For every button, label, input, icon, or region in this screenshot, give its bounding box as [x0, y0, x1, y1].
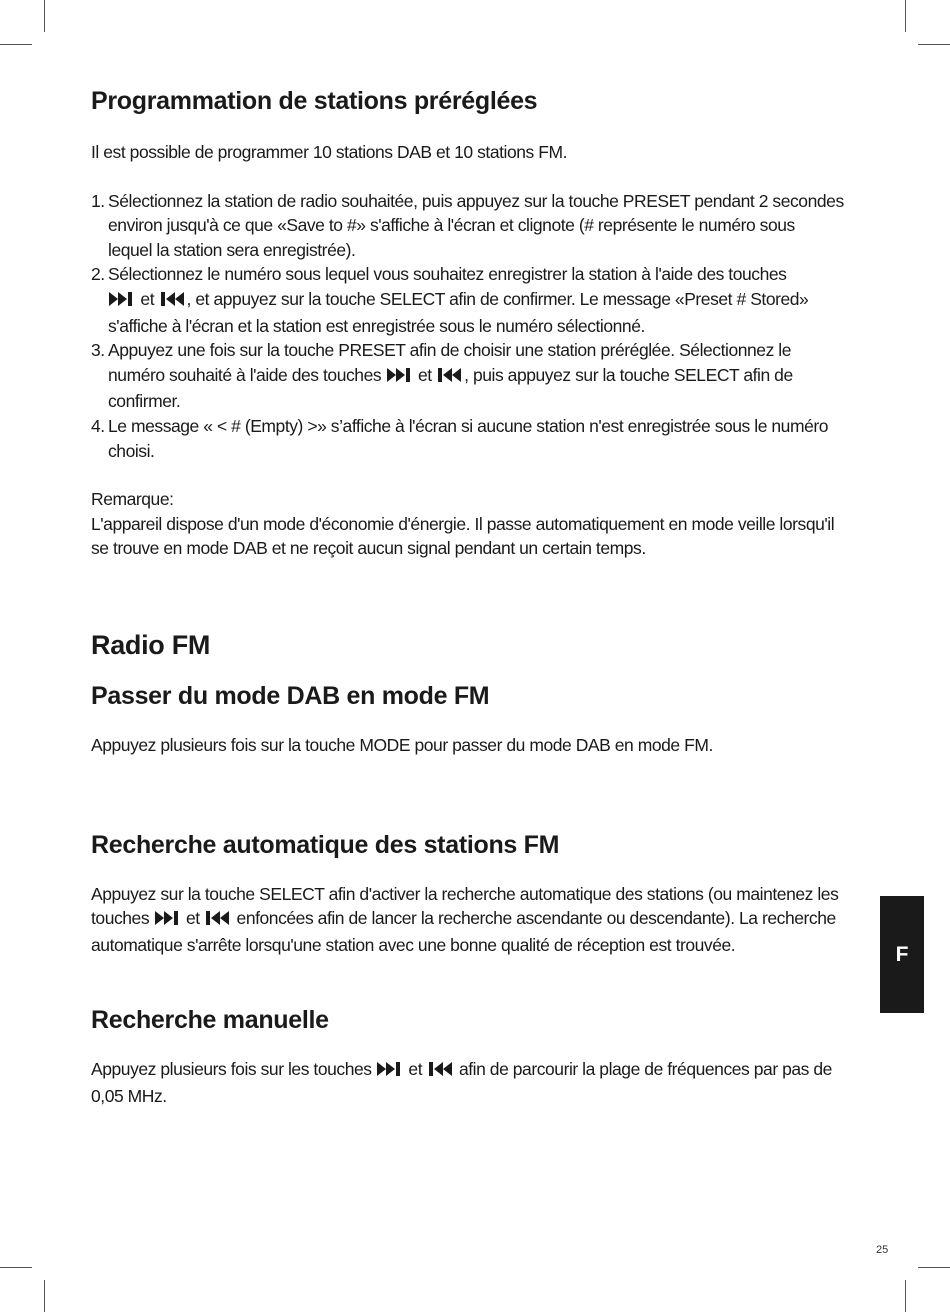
crop-mark: [905, 0, 906, 32]
auto-text: [91, 906, 866, 933]
list-item: [91, 414, 866, 463]
remark-text: se trouve en mode DAB et ne reçoit aucun signal pendant un certain temps.: [91, 538, 646, 559]
step-line: choisi.: [108, 440, 155, 461]
intro-text: Il est possible de programmer 10 stations DAB et 10 stations FM.: [91, 142, 568, 162]
subsection-title-auto: Recherche automatique des stations FM: [91, 830, 560, 859]
auto-text: automatique s'arrête lorsqu'une station avec une bonne qualité de réception est trouvée.: [91, 934, 736, 955]
skip-next-icon: [377, 1059, 403, 1084]
section-title-presets: Programmation de stations préréglées: [91, 87, 538, 115]
crop-mark: [918, 44, 950, 45]
step-line: Le message « < # (Empty) >» s’affiche à l'écran si aucune station n'est enregistrée sous le numéro: [108, 415, 829, 436]
inline-text: et: [140, 288, 155, 309]
skip-next-icon: [109, 289, 135, 314]
step-line: Sélectionnez le numéro sous lequel vous souhaitez enregistrer la station à l'aide des touches: [108, 264, 787, 285]
step-line: Sélectionnez la station de radio souhaitée, puis appuyez sur la touche PRESET pendant 2 secondes: [108, 190, 844, 211]
skip-previous-icon: [428, 1059, 454, 1084]
step-number: 2.: [91, 264, 105, 285]
crop-mark: [44, 0, 45, 32]
step-line: s'affiche à l'écran et la station est enregistrée sous le numéro sélectionné.: [108, 315, 645, 336]
steps-list: [91, 189, 866, 464]
skip-previous-icon: [437, 365, 463, 390]
switch-text: Appuyez plusieurs fois sur la touche MODE pour passer du mode DAB en mode FM.: [91, 734, 713, 755]
step-line: [108, 287, 866, 314]
inline-text: et: [418, 364, 432, 385]
step-line: [108, 363, 866, 390]
step-number: 3.: [91, 340, 105, 361]
page-content: [91, 84, 866, 1108]
inline-text: et: [186, 908, 200, 929]
language-tab: F: [880, 896, 924, 1013]
inline-text: numéro souhaité à l'aide des touches: [108, 364, 382, 385]
page-number: 25: [876, 1244, 889, 1256]
skip-previous-icon: [160, 289, 186, 314]
crop-mark: [0, 44, 32, 45]
list-item: [91, 189, 866, 263]
step-number: 1.: [91, 190, 105, 211]
inline-text: , puis appuyez sur la touche SELECT afin de: [464, 364, 793, 385]
inline-text: touches: [91, 908, 150, 929]
step-line: lequel la station sera enregistrée).: [108, 239, 356, 260]
crop-mark: [0, 1267, 32, 1268]
list-item: [91, 338, 866, 414]
remark-text: L'appareil dispose d'un mode d'économie d'énergie. Il passe automatiquement en mode veille lorsqu'il: [91, 513, 835, 534]
inline-text: enfoncées afin de lancer la recherche ascendante ou descendante). La recherche: [236, 908, 836, 929]
manual-text: [91, 1057, 866, 1084]
inline-text: Appuyez plusieurs fois sur les touches: [91, 1059, 372, 1080]
skip-previous-icon: [205, 908, 231, 933]
auto-text: Appuyez sur la touche SELECT afin d'activer la recherche automatique des stations (ou maintenez les: [91, 883, 839, 904]
subsection-title-switch: Passer du mode DAB en mode FM: [91, 681, 490, 710]
remark-label: Remarque:: [91, 489, 174, 510]
list-item: [91, 262, 866, 338]
skip-next-icon: [387, 365, 413, 390]
crop-mark: [44, 1280, 45, 1312]
crop-mark: [918, 1267, 950, 1268]
skip-next-icon: [155, 908, 181, 933]
manual-text: 0,05 MHz.: [91, 1085, 167, 1106]
step-number: 4.: [91, 415, 105, 436]
step-line: environ jusqu'à ce que «Save to #» s'affiche à l'écran et clignote (# représente le numéro sous: [108, 215, 795, 236]
inline-text: afin de parcourir la plage de fréquences par pas de: [458, 1059, 832, 1080]
inline-text: , et appuyez sur la touche SELECT afin de confirmer. Le message «Preset # Stored»: [186, 288, 809, 309]
step-line: confirmer.: [108, 391, 181, 412]
section-title-radio-fm: Radio FM: [91, 629, 211, 660]
step-line: Appuyez une fois sur la touche PRESET afin de choisir une station préréglée. Sélectionnez le: [108, 340, 792, 361]
inline-text: et: [408, 1059, 423, 1080]
crop-mark: [905, 1280, 906, 1312]
subsection-title-manual: Recherche manuelle: [91, 1006, 329, 1035]
